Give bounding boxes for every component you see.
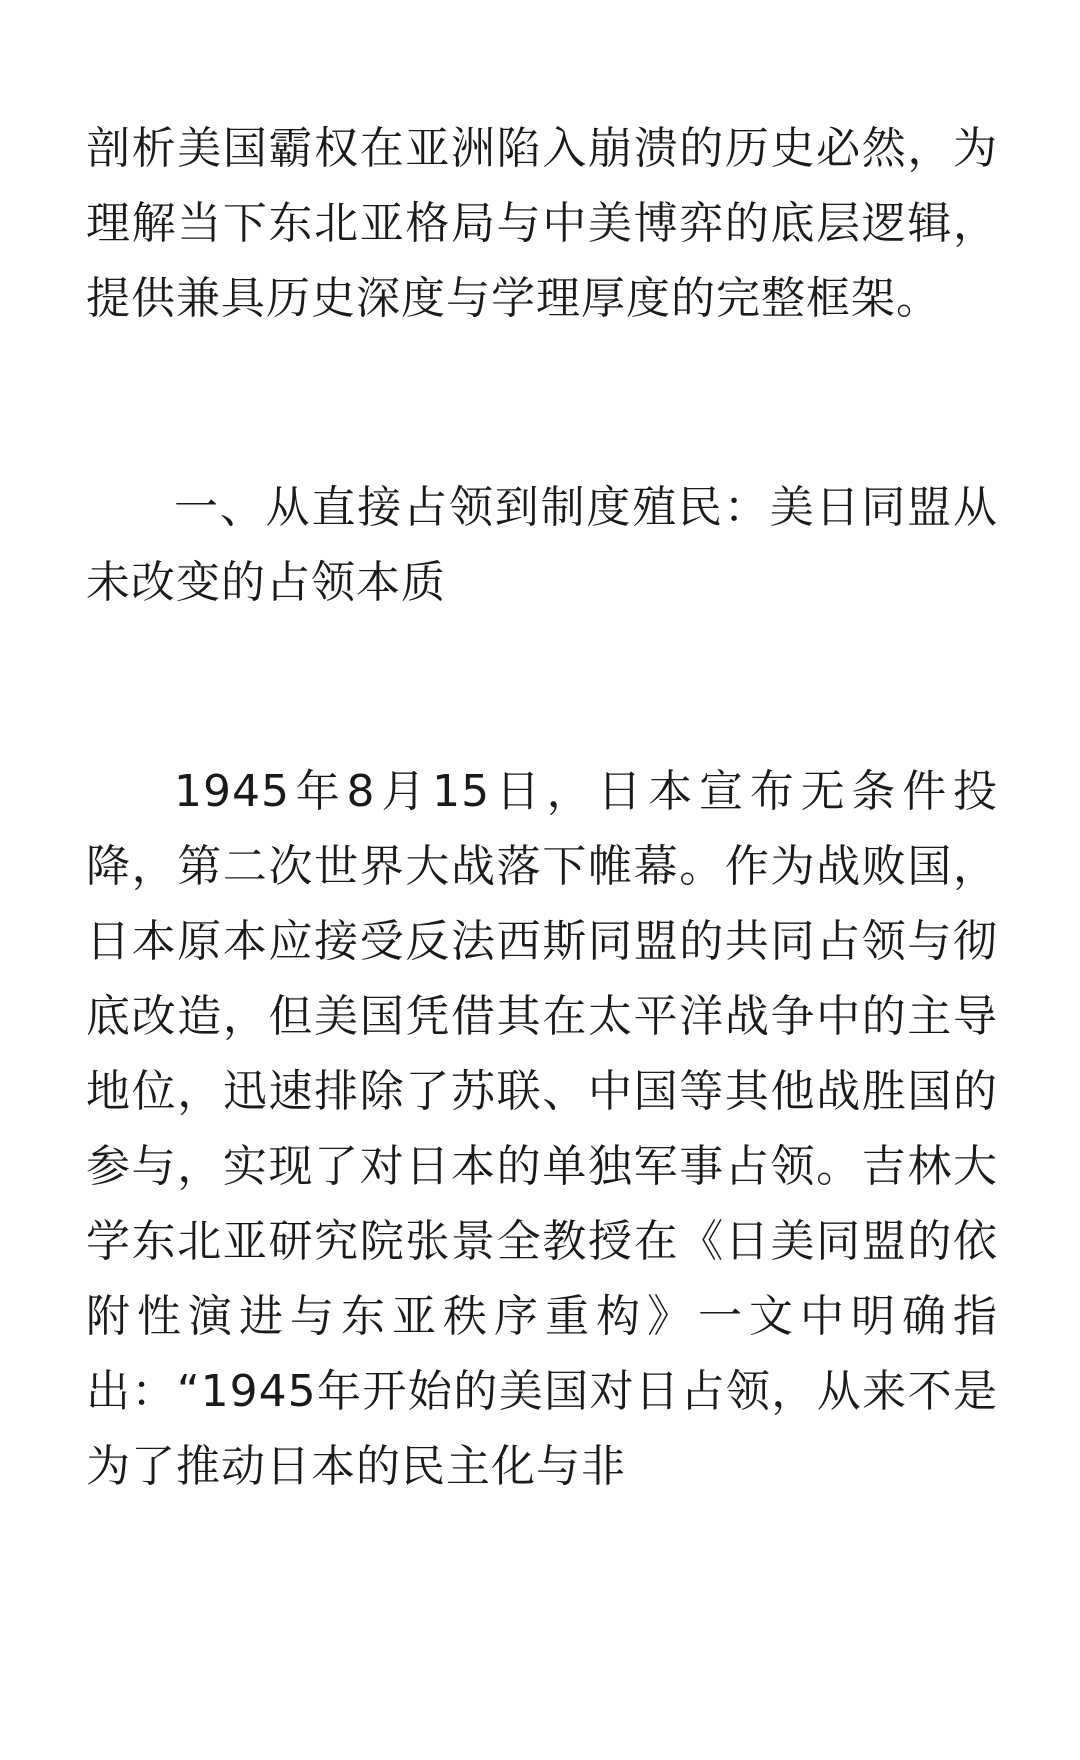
article-body xyxy=(86,0,998,1504)
intro-paragraph: 剖析美国霸权在亚洲陷入崩溃的历史必然，为理解当下东北亚格局与中美博弈的底层逻辑，提供兼具历史深度与学理厚度的完整框架。 xyxy=(86,123,998,324)
section-heading: 一、从直接占领到制度殖民：美日同盟从未改变的占领本质 xyxy=(86,482,998,608)
body-paragraph: 1945年8月15日，日本宣布无条件投降，第二次世界大战落下帷幕。作为战败国，日本原本应接受反法西斯同盟的共同占领与彻底改造，但美国凭借其在太平洋战争中的主导地位，迅速排除了苏联、中国等其他战胜国的参与，实现了对日本的单独军事占领。吉林大学东北亚研究院张景全教授在《日美同盟的依附性演进与东亚秩序重构》一文中明确指出：“1945年开始的美国对日占领，从来不是为了推动日本的民主化与非 xyxy=(86,766,998,1492)
